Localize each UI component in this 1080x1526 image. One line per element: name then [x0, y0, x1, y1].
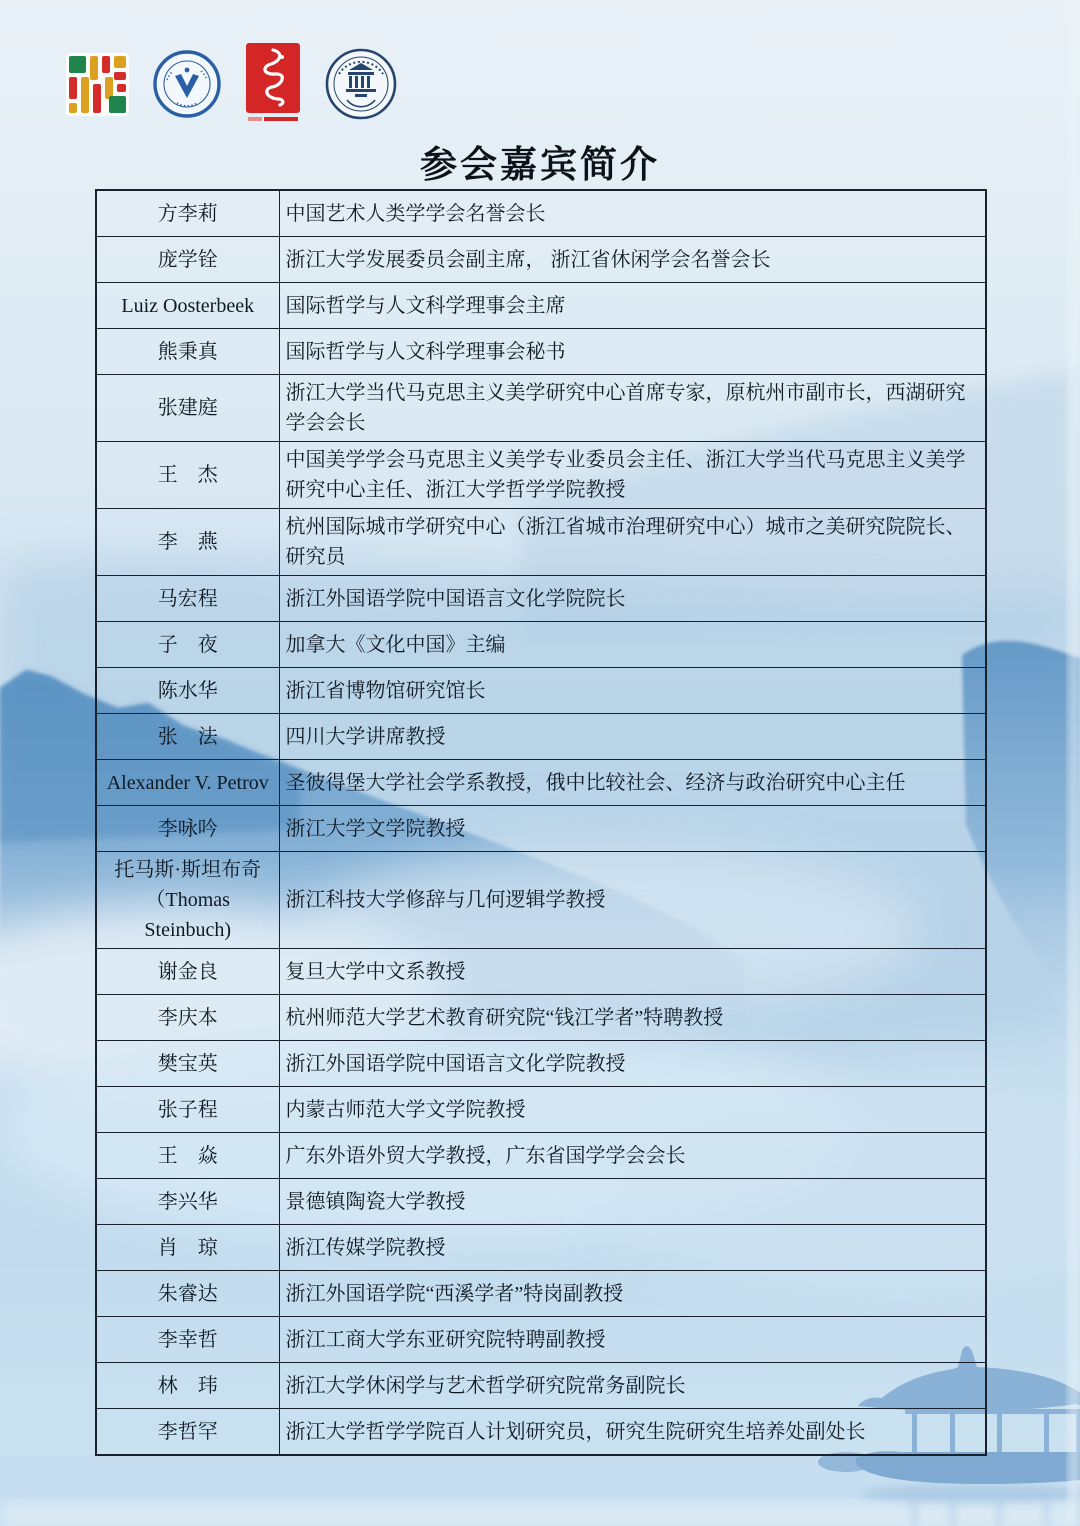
table-row	[96, 1041, 986, 1087]
guest-desc: 中国美学学会马克思主义美学专业委员会主任、浙江大学当代马克思主义美学研究中心主任、浙江大学哲学学院教授	[279, 442, 986, 509]
guest-desc: 四川大学讲席教授	[279, 714, 986, 760]
guest-name: 张子程	[96, 1087, 279, 1133]
guest-desc: 浙江工商大学东亚研究院特聘副教授	[279, 1317, 986, 1363]
guest-desc: 浙江传媒学院教授	[279, 1225, 986, 1271]
table-row	[96, 329, 986, 375]
logo-row	[66, 46, 397, 122]
table-row	[96, 576, 986, 622]
table-row	[96, 995, 986, 1041]
guest-name: 李 燕	[96, 509, 279, 576]
page-title: 参会嘉宾简介	[420, 145, 660, 186]
guest-desc: 广东外语外贸大学教授，广东省国学学会会长	[279, 1133, 986, 1179]
table-row	[96, 949, 986, 995]
guest-desc: 浙江省博物馆研究馆长	[279, 668, 986, 714]
table-row	[96, 1225, 986, 1271]
table-row	[96, 668, 986, 714]
guest-desc: 浙江大学文学院教授	[279, 806, 986, 852]
mosaic-logo	[66, 53, 129, 116]
guest-name: 王 杰	[96, 442, 279, 509]
guest-name: 庞学铨	[96, 237, 279, 283]
guest-name: 方李莉	[96, 190, 279, 237]
guest-desc: 浙江外国语学院中国语言文化学院院长	[279, 576, 986, 622]
guest-name: 肖 琼	[96, 1225, 279, 1271]
table-row	[96, 1087, 986, 1133]
guest-desc: 浙江大学发展委员会副主席， 浙江省休闲学会名誉会长	[279, 237, 986, 283]
guest-desc: 浙江科技大学修辞与几何逻辑学教授	[279, 852, 986, 949]
table-row	[96, 375, 986, 442]
table-row	[96, 852, 986, 949]
table-row	[96, 1133, 986, 1179]
table-row	[96, 1317, 986, 1363]
calligraphy-logo	[245, 43, 301, 125]
guest-desc: 浙江外国语学院中国语言文化学院教授	[279, 1041, 986, 1087]
table-row	[96, 622, 986, 668]
table-row	[96, 1363, 986, 1409]
table-row	[96, 1271, 986, 1317]
guest-name: 林 玮	[96, 1363, 279, 1409]
guest-desc: 圣彼得堡大学社会学系教授，俄中比较社会、经济与政治研究中心主任	[279, 760, 986, 806]
guest-name: 樊宝英	[96, 1041, 279, 1087]
guest-name: 托马斯·斯坦布奇（Thomas Steinbuch)	[96, 852, 279, 949]
guest-desc: 杭州国际城市学研究中心（浙江省城市治理研究中心）城市之美研究院院长、研究员	[279, 509, 986, 576]
guest-name: Luiz Oosterbeek	[96, 283, 279, 329]
guest-name: Alexander V. Petrov	[96, 760, 279, 806]
guest-name: 李哲罕	[96, 1409, 279, 1456]
guest-table-body	[96, 190, 986, 1455]
guest-name: 李幸哲	[96, 1317, 279, 1363]
guest-desc: 加拿大《文化中国》主编	[279, 622, 986, 668]
guest-name: 李兴华	[96, 1179, 279, 1225]
table-row	[96, 190, 986, 237]
table-row	[96, 509, 986, 576]
guest-name: 李庆本	[96, 995, 279, 1041]
guest-desc: 浙江大学休闲学与艺术哲学研究院常务副院长	[279, 1363, 986, 1409]
table-row	[96, 806, 986, 852]
table-row	[96, 283, 986, 329]
guest-desc: 浙江大学哲学学院百人计划研究员，研究生院研究生培养处副处长	[279, 1409, 986, 1456]
zhejiang-university-logo	[153, 50, 221, 118]
guest-desc: 国际哲学与人文科学理事会主席	[279, 283, 986, 329]
guest-desc: 景德镇陶瓷大学教授	[279, 1179, 986, 1225]
guest-name: 谢金良	[96, 949, 279, 995]
guest-desc: 复旦大学中文系教授	[279, 949, 986, 995]
guest-name: 张建庭	[96, 375, 279, 442]
guest-name: 熊秉真	[96, 329, 279, 375]
guest-desc: 内蒙古师范大学文学院教授	[279, 1087, 986, 1133]
table-row	[96, 1409, 986, 1456]
guest-desc: 浙江外国语学院“西溪学者”特岗副教授	[279, 1271, 986, 1317]
table-row	[96, 760, 986, 806]
guest-name: 陈水华	[96, 668, 279, 714]
guest-name: 李咏吟	[96, 806, 279, 852]
guest-desc: 中国艺术人类学学会名誉会长	[279, 190, 986, 237]
table-row	[96, 1179, 986, 1225]
guest-name: 朱睿达	[96, 1271, 279, 1317]
guest-name: 马宏程	[96, 576, 279, 622]
table-row	[96, 442, 986, 509]
guest-table	[95, 189, 987, 1456]
university-seal-logo	[325, 48, 397, 120]
guest-name: 张 法	[96, 714, 279, 760]
guest-desc: 国际哲学与人文科学理事会秘书	[279, 329, 986, 375]
table-row	[96, 714, 986, 760]
guest-desc: 杭州师范大学艺术教育研究院“钱江学者”特聘教授	[279, 995, 986, 1041]
guest-name: 王 焱	[96, 1133, 279, 1179]
guest-name: 子 夜	[96, 622, 279, 668]
table-row	[96, 237, 986, 283]
guest-desc: 浙江大学当代马克思主义美学研究中心首席专家，原杭州市副市长，西湖研究学会会长	[279, 375, 986, 442]
